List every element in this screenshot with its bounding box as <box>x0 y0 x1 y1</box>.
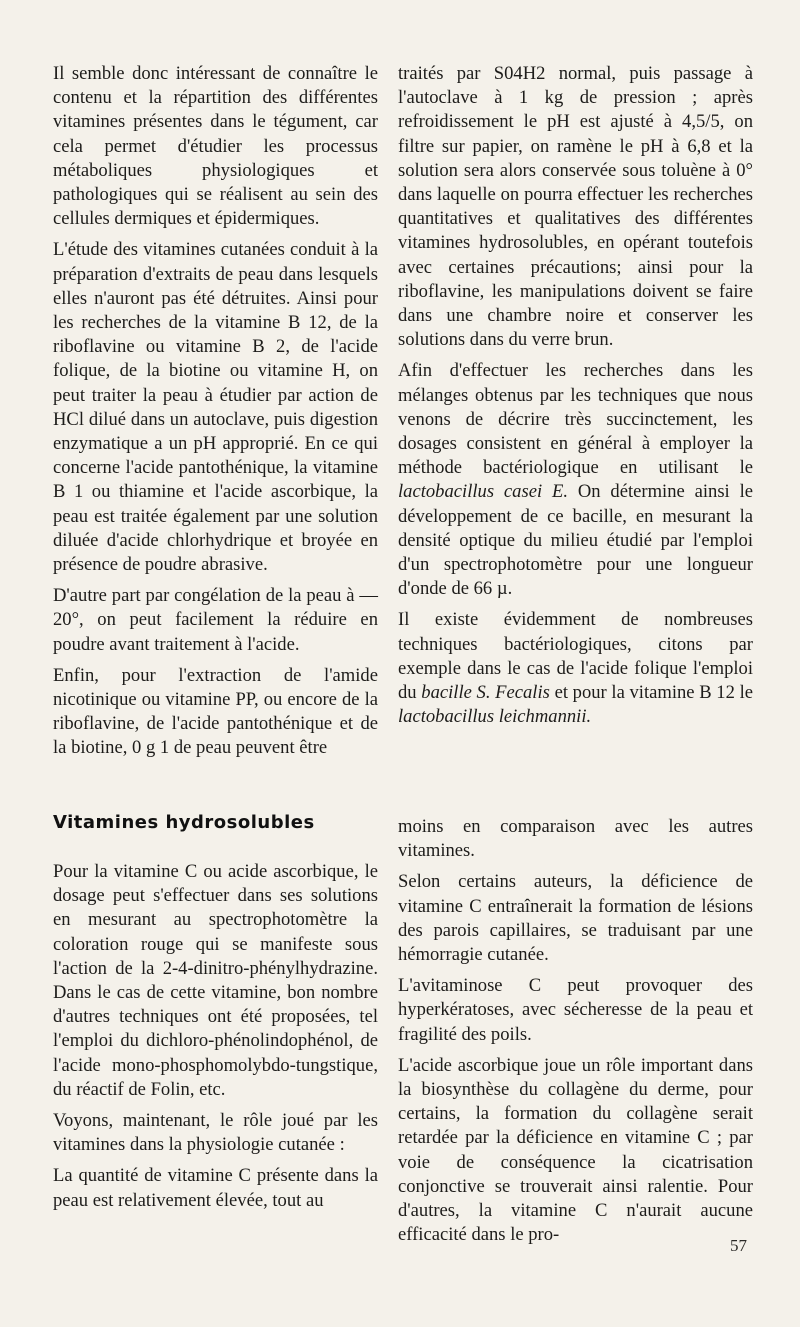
right-column-top <box>398 62 753 736</box>
paragraph <box>398 608 753 729</box>
right-column-bottom <box>398 815 753 1254</box>
species-name: lactobacillus leichmannii. <box>398 706 592 728</box>
species-name: lactobacillus casei E. <box>398 481 568 503</box>
paragraph: L'acide ascorbique joue un rôle important dans la biosynthèse du collagène du derme, pour certains, la formation du collagène serait retardée par la déficience en vitamine C ; par voie de conséquence la cicatrisation conjonctive se trouverait ainsi ralentie. Pour d'autres, la vitamine C n'aurait aucune efficacité dans le pro- <box>398 1054 753 1246</box>
section-heading: Vitamines hydrosolubles <box>53 812 315 833</box>
text-run: Il existe évidemment de nombreuses techniques bactériologiques, citons par exemple dans le cas de l'acide folique l'emploi du <box>398 609 753 704</box>
paragraph: moins en comparaison avec les autres vitamines. <box>398 816 753 862</box>
page-number: 57 <box>730 1236 747 1255</box>
text-run: On détermine ainsi le développement de ce bacille, en mesurant la densité optique du milieu étudié par l'emploi d'un spectrophotomètre pour une longueur d'onde de 66 µ. <box>398 481 753 600</box>
text-run: Afin d'effectuer les recherches dans les mélanges obtenus par les techniques que nous venons de décrire très succinctement, les dosages consistent en général à employer la méthode bactériologique en utilisant le <box>398 360 753 479</box>
paragraph: La quantité de vitamine C présente dans la peau est relativement élevée, tout au <box>53 1165 378 1211</box>
paragraph: L'étude des vitamines cutanées conduit à la préparation d'extraits de peau dans lesquels elles n'auront pas été détruites. Ainsi pour les recherches de la vitamine B 12, de la riboflavine ou vitamine B 2, de l'acide folique, de la biotine ou vitamine H, on peut traiter la peau à étudier par action de HCl dilué dans un autoclave, puis digestion enzymatique a un pH approprié. En ce qui concerne l'acide pantothénique, la vitamine B 1 ou thiamine et l'acide ascorbique, la peau est traitée également par une solution diluée d'acide chlorhydrique et broyée en présence de poudre abrasive. <box>53 239 378 576</box>
left-column-bottom <box>53 860 378 1220</box>
paragraph <box>398 359 753 601</box>
paragraph: Voyons, maintenant, le rôle joué par les vitamines dans la physiologie cutanée : <box>53 1110 378 1156</box>
species-name: bacille S. Fecalis <box>421 682 550 704</box>
paragraph: D'autre part par congélation de la peau à — 20°, on peut facilement la réduire en poudre avant traitement à l'acide. <box>53 585 378 655</box>
paragraph: traités par S04H2 normal, puis passage à l'autoclave à 1 kg de pression ; après refroidissement le pH est ajusté à 4,5/5, on filtre sur papier, on ramène le pH à 6,8 et la solution sera alors conservée sous toluène à 0° dans laquelle on pourra effectuer les recherches quantitatives et qualitatives des différentes vitamines hydrosolubles, en opérant toutefois avec certaines précautions; ainsi pour la riboflavine, les manipulations doivent se faire dans une chambre noire et conserver les solutions dans du verre brun. <box>398 63 753 351</box>
paragraph: Il semble donc intéressant de connaître le contenu et la répartition des différentes vitamines présentes dans le tégument, car cela permet d'étudier les processus métaboliques physiologiques et pathologiques qui se réalisent au sein des cellules dermiques et épidermiques. <box>53 63 378 230</box>
paragraph: Enfin, pour l'extraction de l'amide nicotinique ou vitamine PP, ou encore de la riboflavine, de l'acide pantothénique et de la biotine, 0 g 1 de peau peuvent être <box>53 664 378 759</box>
paragraph: Selon certains auteurs, la déficience de vitamine C entraînerait la formation de lésions des parois capillaires, se traduisant par une hémorragie cutanée. <box>398 871 753 966</box>
paragraph: Pour la vitamine C ou acide ascorbique, le dosage peut s'effectuer dans ses solutions en mesurant au spectrophotomètre la coloration rouge qui se manifeste sous l'action de la 2-4-dinitro-phénylhydrazine. Dans le cas de cette vitamine, bon nombre d'autres techniques ont été proposées, tel l'emploi du dichloro-phénolindophénol, de l'acide mono-phosphomolybdo-tungstique, du réactif de Folin, etc. <box>53 861 378 1100</box>
left-column-top <box>53 62 378 768</box>
paragraph: L'avitaminose C peut provoquer des hyperkératoses, avec sécheresse de la peau et fragilité des poils. <box>398 975 753 1045</box>
text-run: et pour la vitamine B 12 le <box>549 682 753 704</box>
